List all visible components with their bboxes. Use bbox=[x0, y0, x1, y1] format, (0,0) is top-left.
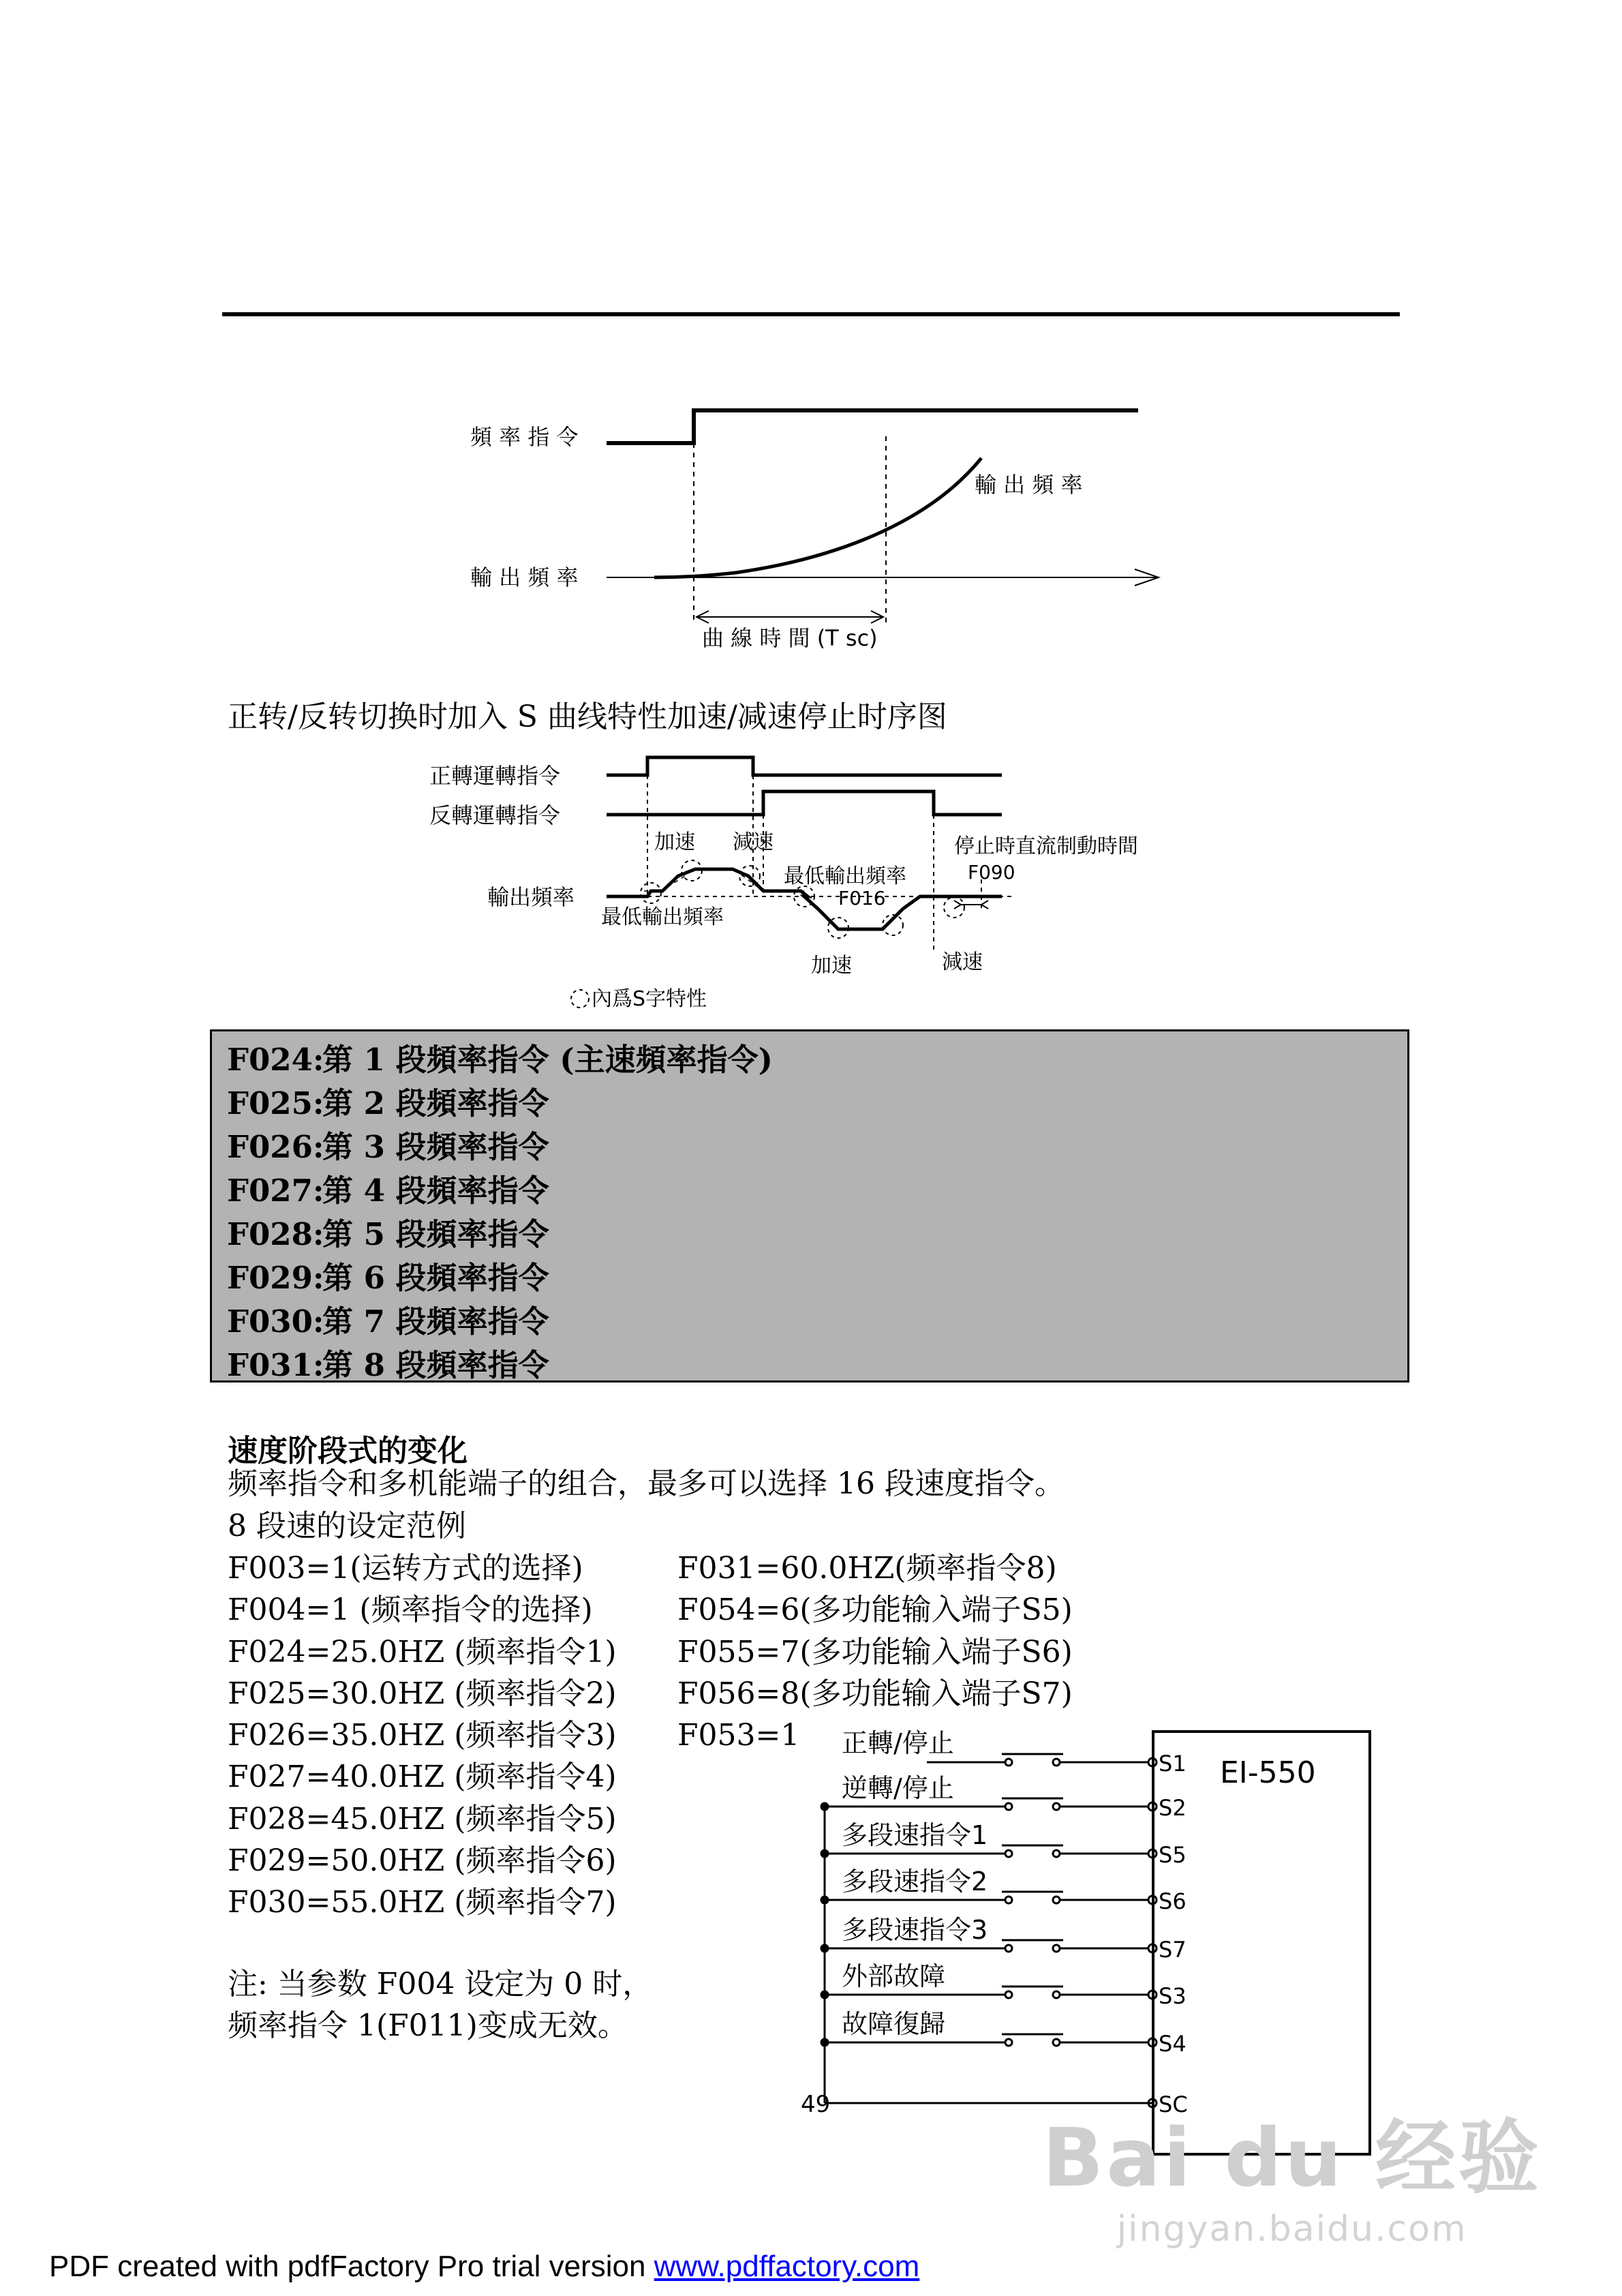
accel-label-1: 加速 bbox=[654, 830, 695, 854]
terminal-label: SC bbox=[1159, 2091, 1188, 2117]
pdf-footer bbox=[49, 2250, 919, 2284]
top-rule bbox=[222, 312, 1400, 316]
watermark-url: jingyan.baidu.com bbox=[1116, 2209, 1467, 2250]
footer-text: PDF created with pdfFactory Pro trial version bbox=[49, 2250, 654, 2283]
fwd-run-label: 正轉運轉指令 bbox=[429, 763, 561, 789]
settings-left-column bbox=[228, 1547, 617, 1924]
section-title: 速度阶段式的变化 bbox=[228, 1434, 468, 1468]
rev-run-label: 反轉運轉指令 bbox=[429, 802, 561, 828]
section-intro: 频率指令和多机能端子的组合，最多可以选择 16 段速度指令。 bbox=[228, 1466, 1065, 1501]
decel-label-2: 減速 bbox=[942, 950, 983, 974]
setting-line: F029=50.0HZ (频率指令6) bbox=[228, 1843, 617, 1879]
param-row: F024:第 1 段頻率指令 (主速頻率指令) bbox=[227, 1042, 773, 1078]
note-line: 注: 当参数 F004 设定为 0 时， bbox=[228, 1967, 653, 2002]
terminal-label: S5 bbox=[1159, 1842, 1187, 1868]
setting-line: F024=25.0HZ (频率指令1) bbox=[228, 1634, 617, 1670]
switch-label: 多段速指令3 bbox=[842, 1915, 988, 1945]
param-row: F029:第 6 段頻率指令 bbox=[227, 1260, 549, 1296]
terminal-label: S2 bbox=[1159, 1795, 1187, 1821]
switch-label: 外部故障 bbox=[842, 1961, 946, 1991]
setting-line: F053=1 bbox=[677, 1718, 800, 1753]
min-out-freq-bottom: 最低輸出頻率 bbox=[601, 905, 724, 929]
s-curve-diagram bbox=[450, 389, 1186, 661]
freq-cmd-label: 頻 率 指 令 bbox=[470, 424, 579, 450]
setting-line: F031=60.0HZ(频率指令8) bbox=[677, 1551, 1057, 1586]
setting-line: F003=1(运转方式的选择) bbox=[228, 1551, 583, 1586]
min-out-freq-top: 最低輸出頻率 bbox=[784, 864, 906, 888]
curve-time-label: 曲 線 時 間 (T sc) bbox=[702, 625, 878, 651]
switch-label: 故障復歸 bbox=[842, 2009, 946, 2039]
accel-label-2: 加速 bbox=[811, 954, 852, 978]
terminal-label: S1 bbox=[1159, 1751, 1187, 1777]
setting-line: F028=45.0HZ (频率指令5) bbox=[228, 1801, 617, 1837]
watermark-brand: Bai du 经验 bbox=[1042, 2111, 1542, 2205]
terminal-label: S4 bbox=[1159, 2031, 1187, 2057]
timing-diagram bbox=[423, 746, 1213, 1019]
param-row: F028:第 5 段頻率指令 bbox=[227, 1216, 549, 1252]
out-freq-label: 輸出頻率 bbox=[487, 884, 575, 910]
setting-line: F004=1 (频率指令的选择) bbox=[228, 1592, 593, 1628]
out-freq-curve-label: 輸 出 頻 率 bbox=[975, 472, 1083, 498]
f090-label: F090 bbox=[968, 861, 1015, 883]
section-example: 8 段速的设定范例 bbox=[228, 1509, 466, 1543]
switch-row-1 bbox=[927, 1754, 1157, 1766]
decel-label-1: 減速 bbox=[733, 830, 774, 854]
setting-line: F055=7(多功能输入端子S6) bbox=[677, 1634, 1073, 1670]
param-row: F030:第 7 段頻率指令 bbox=[227, 1303, 549, 1340]
param-row: F025:第 2 段頻率指令 bbox=[227, 1085, 549, 1121]
switch-label: 多段速指令2 bbox=[842, 1867, 988, 1897]
page-number: 49 bbox=[801, 2091, 831, 2118]
device-label: EI-550 bbox=[1220, 1755, 1316, 1790]
terminal-label: S3 bbox=[1159, 1983, 1187, 2009]
switch-label: 多段速指令1 bbox=[842, 1820, 988, 1850]
note-line: 频率指令 1(F011)变成无效。 bbox=[228, 2008, 628, 2044]
setting-line: F026=35.0HZ (频率指令3) bbox=[228, 1718, 617, 1753]
s-curve-note: 內爲S字特性 bbox=[592, 987, 707, 1011]
baidu-watermark bbox=[1042, 2093, 1542, 2250]
stop-dc-brake-label: 停止時直流制動時間 bbox=[954, 834, 1138, 858]
footer-link[interactable]: www.pdffactory.com bbox=[654, 2250, 920, 2283]
f016-label: F016 bbox=[838, 887, 886, 909]
setting-line: F027=40.0HZ (频率指令4) bbox=[228, 1759, 617, 1795]
parameter-box bbox=[210, 1029, 1409, 1383]
param-row: F026:第 3 段頻率指令 bbox=[227, 1129, 549, 1165]
setting-line: F025=30.0HZ (频率指令2) bbox=[228, 1676, 617, 1711]
setting-line: F030=55.0HZ (频率指令7) bbox=[228, 1885, 617, 1920]
setting-line: F056=8(多功能输入端子S7) bbox=[677, 1676, 1073, 1711]
switch-label: 逆轉/停止 bbox=[842, 1773, 954, 1803]
timing-diagram-title: 正转/反转切换时加入 S 曲线特性加速/减速停止时序图 bbox=[228, 699, 947, 734]
switch-label: 正轉/停止 bbox=[842, 1728, 954, 1758]
param-row: F027:第 4 段頻率指令 bbox=[227, 1173, 549, 1209]
param-row: F031:第 8 段頻率指令 bbox=[227, 1347, 549, 1383]
out-freq-axis-label: 輸 出 頻 率 bbox=[470, 564, 579, 590]
terminal-label: S7 bbox=[1159, 1937, 1187, 1963]
setting-line: F054=6(多功能输入端子S5) bbox=[677, 1592, 1073, 1628]
note bbox=[228, 1963, 652, 2047]
terminal-label: S6 bbox=[1159, 1888, 1187, 1914]
